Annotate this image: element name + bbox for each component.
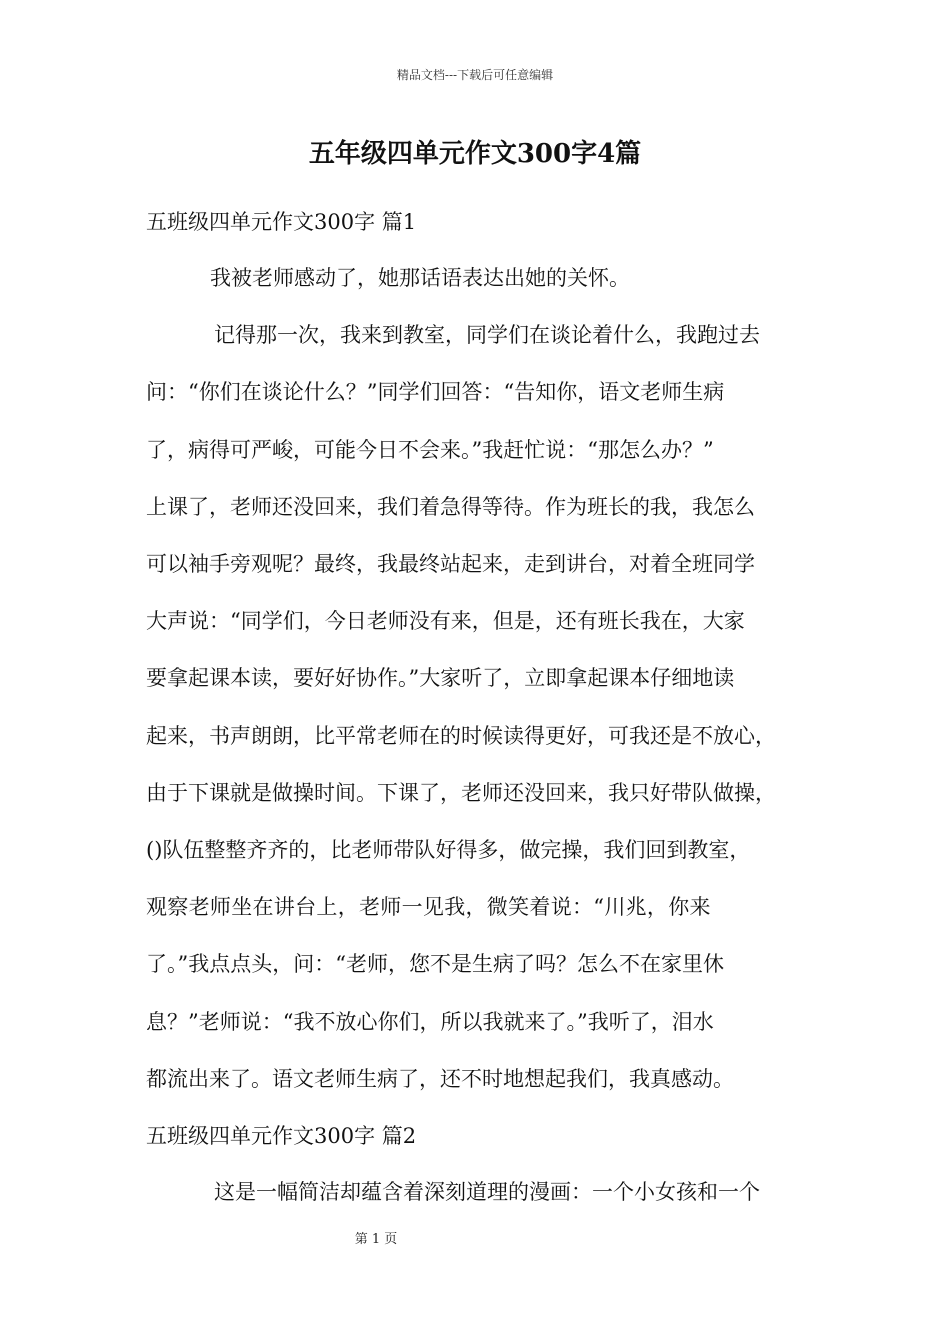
paragraph-line: 可以袖手旁观呢？最终，我最终站起来，走到讲台，对着全班同学 [146,552,755,577]
paragraph-line: 观察老师坐在讲台上，老师一见我，微笑着说：“川兆，你来 [146,895,711,920]
paragraph-line: 我被老师感动了，她那话语表达出她的关怀。 [210,266,630,290]
section-heading-1: 五班级四单元作文300字 篇1 [146,210,417,234]
paragraph-line: 这是一幅简洁却蕴含着深刻道理的漫画：一个小女孩和一个 [214,1180,760,1205]
paragraph-line: 起来，书声朗朗，比平常老师在的时候读得更好，可我还是不放心， [146,723,776,748]
paragraph-line: 了。”我点点头，问：“老师，您不是生病了吗？怎么不在家里休 [146,952,724,977]
page-number: 第 1 页 [354,1232,398,1247]
paragraph-line: 都流出来了。语文老师生病了，还不时地想起我们，我真感动。 [146,1066,734,1091]
paragraph-line: 了，病得可严峻，可能今日不会来。”我赶忙说：“那怎么办？” [146,437,714,462]
paragraph-line: 上课了，老师还没回来，我们着急得等待。作为班长的我，我怎么 [146,494,755,519]
paragraph-line: 要拿起课本读，要好好协作。”大家听了，立即拿起课本仔细地读 [146,666,735,691]
paragraph-line: 问：“你们在谈论什么？”同学们回答：“告知你，语文老师生病 [146,380,725,405]
paragraph-line: 息？”老师说：“我不放心你们，所以我就来了。”我听了，泪水 [146,1009,714,1034]
document-body [146,200,826,1221]
paragraph-line: 记得那一次，我来到教室，同学们在谈论着什么，我跑过去 [214,323,760,348]
page-title: 五年级四单元作文300字4篇 [308,139,642,169]
paragraph-line: 大声说：“同学们，今日老师没有来，但是，还有班长我在，大家 [146,609,745,634]
page-header: 精品文档---下载后可任意编辑 [396,68,554,82]
paragraph-line: ()队伍整整齐齐的，比老师带队好得多，做完操，我们回到教室， [146,838,751,863]
paragraph-line: 由于下课就是做操时间。下课了，老师还没回来，我只好带队做操， [146,780,776,805]
section-heading-2: 五班级四单元作文300字 篇2 [146,1124,417,1149]
